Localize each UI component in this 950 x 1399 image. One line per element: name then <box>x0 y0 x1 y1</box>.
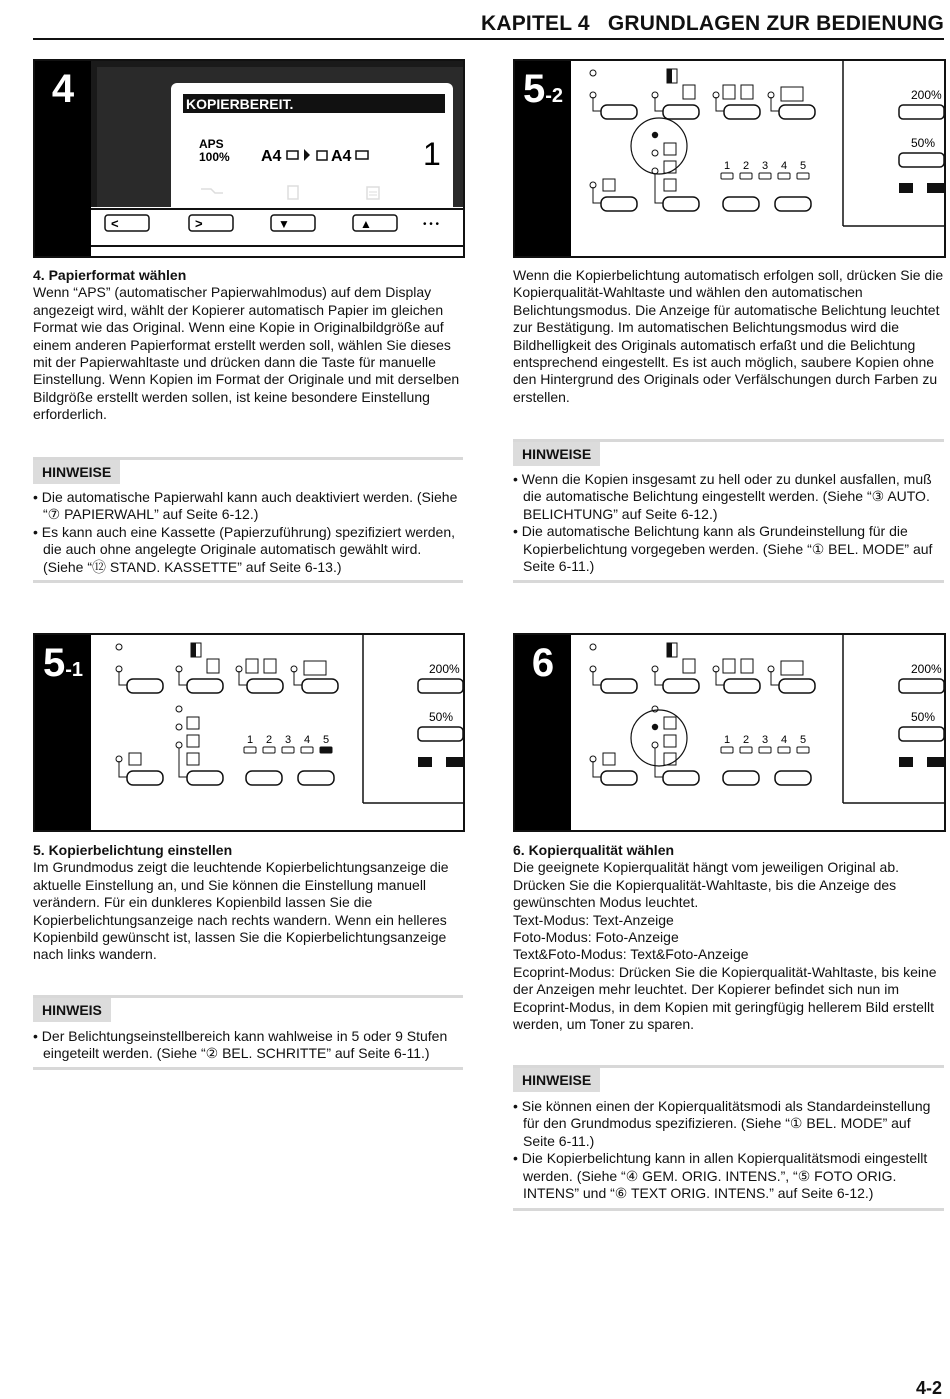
section-6-bottom-rule <box>513 1208 944 1211</box>
section-5-2-note-header <box>513 439 944 469</box>
section-4-body: Wenn “APS” (automatischer Papierwahlmodus) auf dem Display angezeigt wird, wählt der Kopierer automatisch Papier im gleichen Format wie das Original. Wenn eine Kopie in Originalbildgröße auf einem anderen Papierformat erstellt werden soll, wählen Sie dieses mit der Papierwahltaste und drücken dann die Taste für manuelle Einstellung. Wenn Kopien im Format der Originale und mit derselben Bildgröße erstellt werden sollen, ist keine besondere Einstellung erforderlich. <box>33 284 460 423</box>
step-bar <box>515 61 571 256</box>
note-item: • Die automatische Papierwahl kann auch deaktiviert werden. (Siehe “⑦ PAPIERWAHL” auf Seite 6-12.) <box>33 489 458 523</box>
scale-4: 4 <box>304 734 311 746</box>
step-number: 6 <box>531 641 555 685</box>
step-bar <box>515 635 571 830</box>
scale-4: 4 <box>781 734 788 746</box>
note-item: • Die Kopierbelichtung kann in allen Kopierqualitätsmodi eingestellt werden. (Siehe “④ GEM. ORIG. INTENS.”, “⑤ FOTO ORIG. INTENS” und “⑥ TEXT ORIG. INTENS.” auf Seite 6-12.) <box>513 1150 928 1202</box>
note-item: • Sie können einen der Kopierqualitätsmodi als Standardeinstellung für den Grundmodus spezifizieren. (Siehe “① BEL. MODE” auf Seite 6-11.) <box>513 1098 931 1149</box>
control-panel-illustration <box>91 635 463 830</box>
chapter-header <box>33 10 944 40</box>
scale-5: 5 <box>323 734 330 746</box>
section-5-text <box>33 842 463 964</box>
scale-1: 1 <box>724 734 731 746</box>
figure-step-5-2 <box>513 59 946 258</box>
chapter-title: KAPITEL 4 GRUNDLAGEN ZUR BEDIENUNG <box>480 12 944 35</box>
lcd-status-text: KOPIERBEREIT. <box>186 96 294 112</box>
scale-4: 4 <box>781 160 788 172</box>
figure-step-4 <box>33 59 465 258</box>
step-number: 4 <box>51 67 75 111</box>
step-bar <box>35 635 91 830</box>
step-number: 5-1 <box>42 641 84 685</box>
section-5-2-body: Wenn die Kopierbelichtung automatisch erfolgen soll, drücken Sie die Kopierqualität-Wahltaste und wählen den automatischen Belichtungsmodus. Die Anzeige für automatische Belichtung leuchtet zur Bestätigung. Im automatischen Belichtungsmodus wird die Bildhelligkeit des Originals automatisch erfaßt und die Belichtung entsprechend eingestellt. Es ist auch möglich, saubere Kopien ohne den Hintergrund des Originals oder Verfälschungen durch Farben zu erstellen. <box>513 267 944 405</box>
note-label: HINWEISE <box>513 1068 600 1092</box>
scale-2: 2 <box>743 160 750 172</box>
section-6-note-header <box>513 1065 944 1095</box>
section-6-line: Ecoprint-Modus: Drücken Sie die Kopierqualität-Wahltaste, bis keine der Anzeigen mehr leuchtet. Der Kopierer befindet sich nun im Ecoprint-Modus, in dem Kopien mit geringfügig hellerem Bild erstellt werden, um Toner zu sparen. <box>513 963 937 1033</box>
lcd-zoom: 100% <box>199 150 230 164</box>
zoom-down-label: 50% <box>911 136 936 150</box>
section-5-body: Im Grundmodus zeigt die leuchtende Kopierbelichtungsanzeige die aktuelle Einstellung an, und Sie können die Einstellung manuell verändern. Für ein dunkleres Kopienbild lassen Sie die Kopierbelichtungsanzeige nach rechts wandern. Wenn ein helleres Kopienbild gewünscht ist, lassen Sie die Kopierbelichtungsanzeige nach links wandern. <box>33 859 449 963</box>
section-4-notes <box>33 489 463 576</box>
scale-2: 2 <box>266 734 273 746</box>
scale-3: 3 <box>762 160 769 172</box>
more-dots: • • • <box>423 219 440 230</box>
section-5-2-bottom-rule <box>513 580 944 583</box>
zoom-up-label: 200% <box>429 662 460 676</box>
section-6-text <box>513 842 944 1033</box>
note-item: • Der Belichtungseinstellbereich kann wahlweise in 5 oder 9 Stufen eingeteilt werden. (Siehe “② BEL. SCHRITTE” auf Seite 6-11.) <box>33 1028 448 1062</box>
figure-step-6 <box>513 633 946 832</box>
page-number: 4-2 <box>915 1378 942 1398</box>
scale-5: 5 <box>800 734 807 746</box>
zoom-down-label: 50% <box>911 710 936 724</box>
nav-key-left: < <box>111 216 119 231</box>
step-bar <box>35 61 91 256</box>
section-5-2-text <box>513 267 944 406</box>
scale-5: 5 <box>800 160 807 172</box>
note-label: HINWEISE <box>513 442 600 466</box>
note-item: • Die automatische Belichtung kann als Grundeinstellung für die Kopierbelichtung vorgegeben werden. (Siehe “① BEL. MODE” auf Seite 6-11.) <box>513 523 933 575</box>
section-5-notes <box>33 1028 463 1063</box>
lcd-panel-illustration <box>91 61 463 256</box>
lcd-paper-original: A4 <box>261 148 282 165</box>
section-6-line: Foto-Modus: Foto-Anzeige <box>513 929 679 946</box>
section-4-bottom-rule <box>33 580 463 583</box>
note-label: HINWEIS <box>33 998 111 1022</box>
section-6-line: Text-Modus: Text-Anzeige <box>513 911 674 928</box>
nav-key-right: > <box>195 216 203 231</box>
scale-3: 3 <box>285 734 292 746</box>
lcd-copy-count: 1 <box>423 136 441 172</box>
section-5-note-header <box>33 995 463 1025</box>
nav-key-down: ▼ <box>278 217 290 231</box>
section-4-note-header <box>33 457 463 487</box>
section-6-notes <box>513 1098 944 1202</box>
lcd-aps: APS <box>199 137 224 151</box>
control-panel-illustration <box>571 61 944 256</box>
scale-1: 1 <box>247 734 254 746</box>
section-4-text <box>33 267 463 424</box>
note-item: • Wenn die Kopien insgesamt zu hell oder zu dunkel ausfallen, muß die automatische Belichtung eingestellt werden. (Siehe “③ AUTO. BELICHTUNG” auf Seite 6-12.) <box>513 471 932 522</box>
step-number: 5-2 <box>522 67 564 111</box>
section-5-title: 5. Kopierbelichtung einstellen <box>33 842 233 858</box>
scale-3: 3 <box>762 734 769 746</box>
scale-1: 1 <box>724 160 731 172</box>
note-label: HINWEISE <box>33 460 120 484</box>
lcd-paper-copy: A4 <box>331 148 352 165</box>
control-panel-illustration <box>571 635 944 830</box>
zoom-up-label: 200% <box>911 662 942 676</box>
nav-key-up: ▲ <box>360 217 372 231</box>
note-item: • Es kann auch eine Kassette (Papierzuführung) spezifiziert werden, die auch ohne angelegte Originale automatisch gewählt wird. (Siehe “⑫ STAND. KASSETTE” auf Seite 6-13.) <box>33 523 456 575</box>
figure-step-5-1 <box>33 633 465 832</box>
section-5-bottom-rule <box>33 1067 463 1070</box>
section-6-line: Text&Foto-Modus: Text&Foto-Anzeige <box>513 946 749 963</box>
section-6-title: 6. Kopierqualität wählen <box>513 842 675 858</box>
section-6-line: Die geeignete Kopierqualität hängt vom jeweiligen Original ab. Drücken Sie die Kopierqualität-Wahltaste, bis die Anzeige des gewünschten Modus leuchtet. <box>513 859 900 911</box>
zoom-down-label: 50% <box>429 710 454 724</box>
section-4-title: 4. Papierformat wählen <box>33 267 187 283</box>
scale-2: 2 <box>743 734 750 746</box>
section-5-2-notes <box>513 471 944 575</box>
zoom-up-label: 200% <box>911 88 942 102</box>
